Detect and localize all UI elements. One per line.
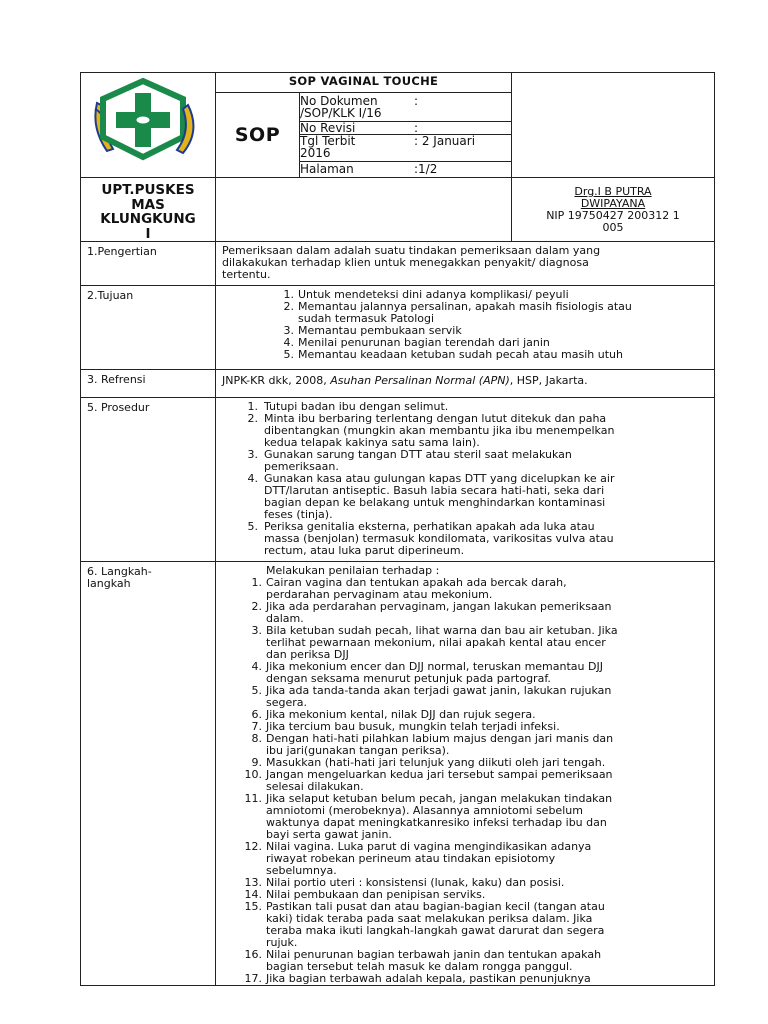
tujuan-label: 2.Tujuan <box>81 286 216 370</box>
page-row <box>300 162 511 178</box>
list-item <box>222 301 708 325</box>
langkah-intro: Melakukan penilaian terhadap : <box>266 564 440 577</box>
list-item-text: segera. <box>266 696 308 709</box>
refrensi-label: 3. Refrensi <box>81 370 216 398</box>
list-item-text: Menilai penurunan bagian terendah dari janin <box>298 336 550 349</box>
list-item-text: Jika mekonium encer dan DJJ normal, teruskan memantau DJJ <box>266 660 603 673</box>
doc-meta-cell <box>300 93 512 178</box>
list-number: 6. <box>251 708 262 721</box>
list-item-text: Masukkan (hati-hati jari telunjuk yang diikuti oleh jari tengah. <box>266 756 606 769</box>
list-item <box>222 841 708 877</box>
list-item-text: sebelumnya. <box>266 864 337 877</box>
list-item <box>222 973 708 985</box>
list-item-text: feses (tinja). <box>264 508 333 521</box>
list-item <box>222 413 708 449</box>
text-line: tertentu. <box>222 268 271 281</box>
revision-row <box>300 122 511 135</box>
prosedur-label: 5. Prosedur <box>81 398 216 562</box>
list-item-text: bagian tersebut telah masuk ke dalam rongga panggul. <box>266 960 573 973</box>
list-number: 12. <box>244 840 262 853</box>
text-line: dilakakukan terhadap klien untuk menegakkan penyakit/ diagnosa <box>222 256 589 269</box>
langkah-list <box>222 577 708 985</box>
list-number: 3. <box>247 448 258 461</box>
list-number: 14. <box>244 888 262 901</box>
list-number: 7. <box>251 720 262 733</box>
doc-number-value: /SOP/KLK I/16 <box>300 106 382 120</box>
list-item <box>222 685 708 709</box>
list-item-text: rujuk. <box>266 936 298 949</box>
signer-block <box>512 178 715 242</box>
institution-line: KLUNGKUNG <box>100 211 196 227</box>
signer-nip: 005 <box>602 221 624 234</box>
list-number: 5. <box>283 348 294 361</box>
list-item-text: teraba maka ikuti langkah-langkah gawat darurat dan segera <box>266 924 605 937</box>
list-item <box>222 901 708 949</box>
list-item-text: riwayat robekan perineum atau tindakan episiotomy <box>266 852 556 865</box>
list-item-text: DTT/larutan antiseptic. Basuh labia secara hati-hati, seka dari <box>264 484 605 497</box>
langkah-label-line: 6. Langkah- <box>87 565 152 578</box>
page-value: :1/2 <box>414 162 438 176</box>
signer-name: DWIPAYANA <box>580 197 646 210</box>
list-item-text: Jangan mengeluarkan kedua jari tersebut sampai pemeriksaan <box>266 768 613 781</box>
list-item-text: dalam. <box>266 612 304 625</box>
list-number: 4. <box>251 660 262 673</box>
list-number: 13. <box>244 876 262 889</box>
list-item <box>222 521 708 557</box>
list-item-text: Memantau pembukaan servik <box>298 324 462 337</box>
list-number: 3. <box>251 624 262 637</box>
doc-number-row <box>300 93 511 122</box>
list-item <box>222 473 708 521</box>
pengertian-text <box>216 242 715 286</box>
list-number: 2. <box>247 412 258 425</box>
list-item-text: sudah termasuk Patologi <box>298 312 435 325</box>
list-item-text: Jika bagian terbawah adalah kepala, pastikan penunjuknya <box>266 972 591 985</box>
list-item <box>222 625 708 661</box>
revision-colon: : <box>414 121 419 135</box>
logo-cell <box>81 73 216 178</box>
sop-label: SOP <box>216 93 300 178</box>
list-item <box>222 769 708 793</box>
middle-empty-cell <box>216 178 512 242</box>
list-item-text: Nilai vagina. Luka parut di vagina mengindikasikan adanya <box>266 840 592 853</box>
text-line: Pemeriksaan dalam adalah suatu tindakan pemeriksaan dalam yang <box>222 244 601 257</box>
list-item-text: Bila ketuban sudah pecah, lihat warna dan bau air ketuban. Jika <box>266 624 618 637</box>
list-item-text: Pastikan tali pusat dan atau bagian-bagian kecil (tangan atau <box>266 900 605 913</box>
list-item-text: Untuk mendeteksi dini adanya komplikasi/ peyuli <box>298 288 569 301</box>
list-number: 9. <box>251 756 262 769</box>
institution-line: MAS <box>131 196 165 213</box>
list-item <box>222 449 708 473</box>
list-number: 3. <box>283 324 294 337</box>
list-item-text: bayi serta gawat janin. <box>266 828 392 841</box>
list-item-text: Jika ada perdarahan pervaginam, jangan lakukan pemeriksaan <box>266 600 612 613</box>
langkah-label <box>81 562 216 986</box>
list-item-text: waktunya dapat meningkatkanresiko infeksi terhadap ibu dan <box>266 816 607 829</box>
list-number: 8. <box>251 732 262 745</box>
publish-date-row <box>300 135 511 162</box>
list-item-text: Tutupi badan ibu dengan selimut. <box>264 400 449 413</box>
institution-line: UPT.PUSKES <box>101 182 195 198</box>
list-item-text: Memantau jalannya persalinan, apakah masih fisiologis atau <box>298 300 632 313</box>
doc-number-label: No Dokumen <box>300 94 378 108</box>
tujuan-list <box>222 289 708 361</box>
list-item <box>222 949 708 973</box>
page-label: Halaman <box>300 162 354 176</box>
list-number: 17. <box>244 972 262 985</box>
list-item-text: Jika ada tanda-tanda akan terjadi gawat janin, lakukan rujukan <box>266 684 612 697</box>
revision-label: No Revisi <box>300 121 356 135</box>
institution-name <box>81 178 216 242</box>
list-item-text: amniotomi (merobeknya). Alasannya amniotomi sebelum <box>266 804 583 817</box>
refrensi-post: , HSP, Jakarta. <box>509 374 588 387</box>
puskesmas-logo <box>83 73 213 173</box>
list-item-text: rectum, atau luka parut diperineum. <box>264 544 465 557</box>
list-number: 1. <box>247 400 258 413</box>
list-item-text: Jika selaput ketuban belum pecah, jangan melakukan tindakan <box>266 792 613 805</box>
publish-date-value: : 2 Januari <box>414 134 476 148</box>
list-item-text: Nilai portio uteri : konsistensi (lunak, kaku) dan posisi. <box>266 876 565 889</box>
list-item-text: ibu jari(gunakan tangan periksa). <box>266 744 450 757</box>
list-item-text: perdarahan pervaginam atau mekonium. <box>266 588 493 601</box>
list-item <box>222 733 708 757</box>
list-number: 4. <box>283 336 294 349</box>
list-item-text: Cairan vagina dan tentukan apakah ada bercak darah, <box>266 576 567 589</box>
list-item <box>222 577 708 601</box>
list-item-text: bagian depan ke belakang untuk menghindarkan kontaminasi <box>264 496 606 509</box>
list-item <box>222 793 708 841</box>
list-item-text: Gunakan sarung tangan DTT atau steril saat melakukan <box>264 448 572 461</box>
langkah-content <box>216 562 715 986</box>
list-item-text: massa (benjolan) termasuk kondilomata, varikositas vulva atau <box>264 532 614 545</box>
list-item-text: Periksa genitalia eksterna, perhatikan apakah ada luka atau <box>264 520 595 533</box>
right-empty-cell <box>512 73 715 178</box>
sop-table <box>80 72 715 986</box>
refrensi-pre: JNPK-KR dkk, 2008, <box>222 374 331 387</box>
list-item-text: kedua telapak kakinya satu sama lain). <box>264 436 480 449</box>
publish-date-label: Tgl Terbit <box>300 134 356 148</box>
sop-title: SOP VAGINAL TOUCHE <box>216 73 512 93</box>
list-item-text: Nilai penurunan bagian terbawah janin dan tentukan apakah <box>266 948 602 961</box>
list-item-text: dan periksa DJJ <box>266 648 349 661</box>
list-item-text: Minta ibu berbaring terlentang dengan lutut ditekuk dan paha <box>264 412 607 425</box>
list-item-text: kaki) tidak teraba pada saat melakukan periksa dalam. Jika <box>266 912 593 925</box>
list-number: 5. <box>251 684 262 697</box>
list-item-text: Nilai pembukaan dan penipisan serviks. <box>266 888 486 901</box>
publish-date-year: 2016 <box>300 146 331 160</box>
list-item <box>222 349 708 361</box>
list-number: 1. <box>283 288 294 301</box>
refrensi-book-title: Asuhan Persalinan Normal (APN) <box>330 374 510 387</box>
list-number: 11. <box>244 792 262 805</box>
list-number: 16. <box>244 948 262 961</box>
list-number: 1. <box>251 576 262 589</box>
prosedur-list <box>222 401 708 557</box>
list-item-text: Dengan hati-hati pilahkan labium majus dengan jari manis dan <box>266 732 614 745</box>
list-item-text: selesai dilakukan. <box>266 780 364 793</box>
signer-name: Drg.I B PUTRA <box>574 185 652 198</box>
list-item-text: Jika mekonium kental, nilak DJJ dan rujuk segera. <box>266 708 536 721</box>
langkah-label-line: langkah <box>87 577 131 590</box>
list-item-text: pemeriksaan. <box>264 460 339 473</box>
list-item-text: dibentangkan (mungkin akan membantu jika ibu menempelkan <box>264 424 615 437</box>
list-number: 4. <box>247 472 258 485</box>
prosedur-content <box>216 398 715 562</box>
list-item <box>222 661 708 685</box>
list-number: 2. <box>251 600 262 613</box>
list-number: 10. <box>244 768 262 781</box>
list-item-text: Memantau keadaan ketuban sudah pecah atau masih utuh <box>298 348 623 361</box>
tujuan-content <box>216 286 715 370</box>
list-number: 2. <box>283 300 294 313</box>
list-item <box>222 601 708 625</box>
pengertian-label: 1.Pengertian <box>81 242 216 286</box>
institution-line: I <box>145 225 151 242</box>
doc-number-colon: : <box>414 94 419 108</box>
list-item-text: dengan seksama menurut petunjuk pada partograf. <box>266 672 551 685</box>
list-item-text: Gunakan kasa atau gulungan kapas DTT yang dicelupkan ke air <box>264 472 615 485</box>
list-item-text: Jika tercium bau busuk, mungkin telah terjadi infeksi. <box>266 720 560 733</box>
signer-nip: NIP 19750427 200312 1 <box>546 209 680 222</box>
list-number: 15. <box>244 900 262 913</box>
list-item-text: terlihat pewarnaan mekonium, nilai apakah kental atau encer <box>266 636 606 649</box>
refrensi-text <box>216 370 715 398</box>
list-number: 5. <box>247 520 258 533</box>
